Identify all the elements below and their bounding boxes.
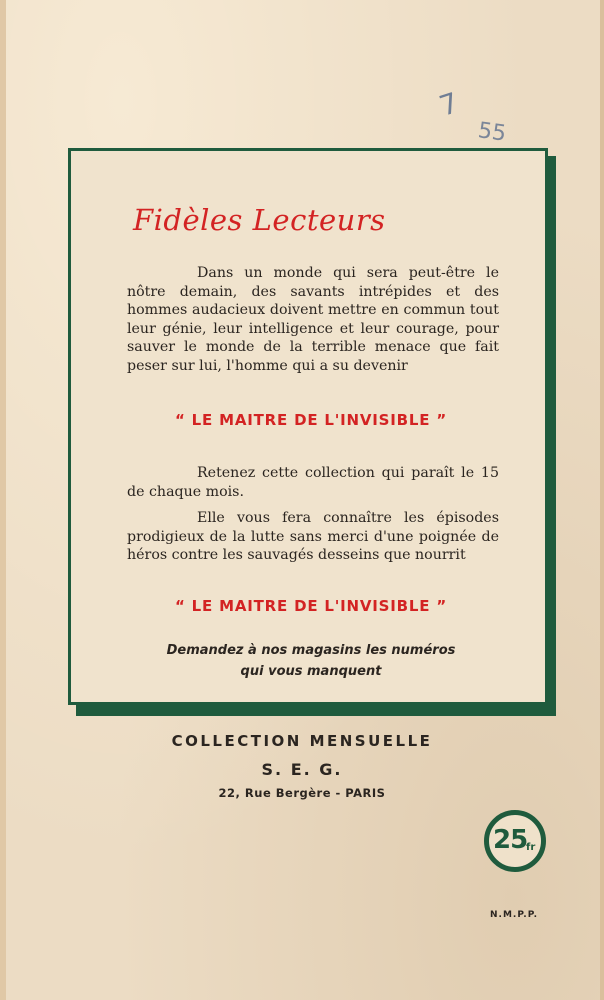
- distributor-label: N.M.P.P.: [490, 910, 539, 920]
- notice-title: Fidèles Lecteurs: [133, 203, 386, 237]
- closing-line: Demandez à nos magasins les numéros: [166, 643, 456, 658]
- series-title: “ LE MAITRE DE L'INVISIBLE ”: [175, 597, 447, 615]
- publisher-name: S. E. G.: [261, 760, 343, 779]
- price-badge: [484, 810, 546, 872]
- closing-line: qui vous manquent: [240, 664, 382, 679]
- pencil-mark: 7: [435, 86, 463, 123]
- intro-paragraph: Dans un monde qui sera peut-être le nôtre demain, des savants intrépides et des hommes audacieux doivent mettre en commun tout leur génie, leur intelligence et leur courage, pour sauver le monde de la terrible menace que fait peser sur lui, l'homme qui a su devenir: [127, 265, 499, 374]
- collection-label: COLLECTION MENSUELLE: [171, 732, 433, 750]
- pencil-number: 55: [476, 118, 508, 147]
- schedule-paragraph: Retenez cette collection qui paraît le 15 de chaque mois.: [127, 465, 499, 500]
- series-title: “ LE MAITRE DE L'INVISIBLE ”: [175, 411, 447, 429]
- episodes-paragraph: Elle vous fera connaître les épisodes prodigieux de la lutte sans merci d'une poignée de héros contre les sauvagés desseins que nourrit: [127, 510, 499, 564]
- reader-notice-box: [68, 148, 548, 705]
- price-value: 25: [493, 825, 528, 855]
- price-unit: fr: [526, 842, 536, 853]
- publisher-address: 22, Rue Bergère - PARIS: [218, 786, 386, 800]
